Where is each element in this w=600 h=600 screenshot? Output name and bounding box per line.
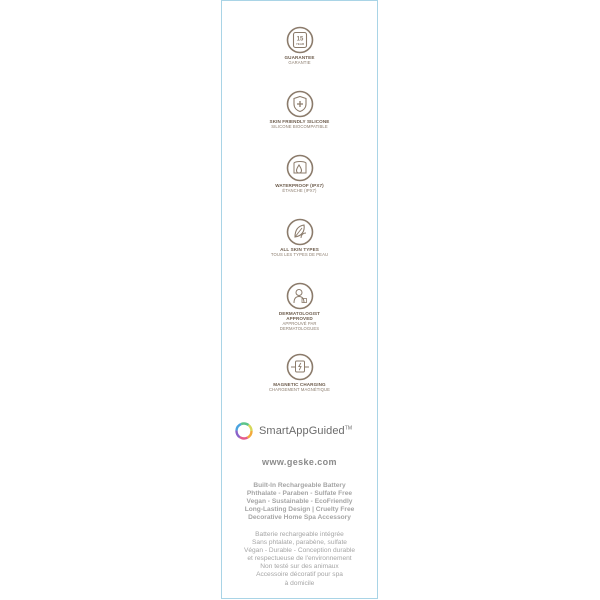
badge-guarantee [222, 26, 377, 65]
feature-line: et respectueuse de l'environnement [247, 555, 352, 563]
feature-line: Decorative Home Spa Accessory [248, 514, 351, 521]
feature-line: Built-In Rechargeable Battery [253, 482, 346, 489]
english-features [222, 482, 377, 522]
feature-line: Sans phtalate, parabène, sulfate [252, 539, 347, 547]
svg-text:15: 15 [296, 36, 303, 43]
brand-name: SmartAppGuided™ [259, 425, 353, 437]
badge-subtitle: APPROUVÉ PAR [282, 321, 317, 326]
badge-all-skin-types [222, 218, 377, 257]
badge-subtitle-line2: DERMATOLOGUES [279, 326, 320, 331]
badge-subtitle: CHARGEMENT MAGNÉTIQUE [268, 387, 331, 392]
feature-line: à domicile [284, 579, 315, 587]
badge-title: ALL SKIN TYPES [280, 247, 319, 252]
feature-line: Accessoire décoratif pour spa [256, 571, 343, 579]
dermatologist-icon [286, 282, 314, 310]
badge-title-line2: APPROVED [286, 316, 313, 321]
product-info-panel [221, 0, 378, 599]
shield-plus-icon [286, 90, 314, 118]
french-features [222, 531, 377, 588]
feature-line: Vegan - Sustainable - EcoFriendly [246, 498, 353, 505]
badge-magnetic-charging [222, 353, 377, 392]
badge-dermatologist [222, 282, 377, 331]
badge-subtitle: ÉTANCHE (IPX7) [282, 188, 317, 193]
feature-line: Végan - Durable - Conception durable [243, 547, 356, 555]
water-drop-icon [286, 154, 314, 182]
feature-line: Non testé sur des animaux [260, 563, 339, 571]
badge-waterproof [222, 154, 377, 193]
website-url: www.geske.com [262, 457, 337, 467]
badge-title: SKIN FRIENDLY SILICONE [269, 119, 330, 124]
badge-skin-friendly [222, 90, 377, 129]
magnetic-charging-icon [286, 353, 314, 381]
badge-subtitle: GARANTIE [288, 60, 311, 65]
svg-text:YEAR: YEAR [295, 42, 304, 46]
brand-lockup [234, 420, 374, 442]
rainbow-ring-logo-icon [234, 421, 254, 441]
leaf-icon [286, 218, 314, 246]
badge-title: WATERPROOF (IPX7) [275, 183, 324, 188]
badge-title: GUARANTEE [284, 55, 315, 60]
badge-title: DERMATOLOGIST [278, 311, 321, 316]
badge-subtitle: TOUS LES TYPES DE PEAU [270, 252, 329, 257]
guarantee-15-year-icon [286, 26, 314, 54]
feature-line: Phthalate - Paraben - Sulfate Free [246, 490, 353, 497]
feature-line: Long-Lasting Design | Cruelty Free [244, 506, 355, 513]
badge-title: MAGNETIC CHARGING [273, 382, 326, 387]
badge-subtitle: SILICONE BIOCOMPATIBLE [271, 124, 328, 129]
feature-line: Batterie rechargeable intégrée [255, 531, 344, 538]
